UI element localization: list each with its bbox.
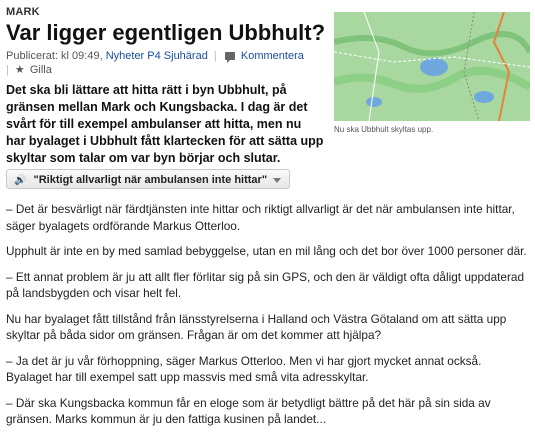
- chevron-down-icon[interactable]: [273, 178, 281, 183]
- image-caption: Nu ska Ubbhult skyltas upp.: [334, 125, 434, 134]
- like-link[interactable]: Gilla: [29, 64, 52, 76]
- source-link[interactable]: Nyheter P4 Sjuhärad: [105, 50, 208, 62]
- published-label: Publicerat:: [6, 50, 58, 62]
- comment-link[interactable]: Kommentera: [240, 50, 304, 62]
- body-paragraph: Nu har byalaget fått tillstånd från länsstyrelserna i Halland och Västra Götaland om att sätta upp skyltar på båda sidor om gränsen. Frågan är om det kommer att hjälpa?: [6, 311, 507, 342]
- article-title: Var ligger egentligen Ubbhult?: [6, 20, 326, 45]
- body-paragraph: – Där ska Kungsbacka kommun får en eloge som är betydligt bättre på det här på sin sida av gränsen. Marks kommun är ju den fattiga kusinen på landet...: [6, 395, 491, 426]
- published-time: kl 09:49: [61, 50, 100, 62]
- body-paragraph: – Det är besvärligt när färdtjänsten inte hittar och riktigt allvarligt är det när ambulansen inte hittar, säger byalagets ordförande Markus Otterloo.: [6, 202, 515, 233]
- article-meta: Publicerat: kl 09:49, Nyheter P4 Sjuhärad | Kommentera | ★ Gilla: [6, 50, 304, 76]
- body-paragraph: Upphult är inte en by med samlad bebyggelse, utan en mil lång och det bor över 1000 personer där.: [6, 244, 527, 258]
- audio-play-button[interactable]: [6, 169, 290, 189]
- body-paragraph: – Ja det är ju vår förhoppning, säger Markus Otterloo. Men vi har gjort mycket annat också. Byalaget har till exempel satt upp massvis med små vita adresskyltar.: [6, 353, 482, 384]
- article-body: [6, 201, 528, 437]
- article-figure: [334, 12, 530, 135]
- audio-label: "Riktigt allvarligt när ambulansen inte hittar": [33, 174, 268, 186]
- section-kicker: MARK: [6, 6, 40, 18]
- body-paragraph: – Ett annat problem är ju att allt fler förlitar sig på sin GPS, och den är väldigt ofta dåligt uppdaterad på landsbygden och visar helt fel.: [6, 269, 525, 300]
- speaker-icon: 🔊: [14, 175, 27, 186]
- comment-icon: [225, 52, 235, 60]
- article-lead: Det ska bli lättare att hitta rätt i byn Ubbhult, på gränsen mellan Mark och Kungsbacka. I dag är det svårt för till exempel ambulanser att hitta, men nu har byalaget i Ubbhult fått klartecken för att sätta upp skyltar som talar om var byn börjar och slutar.: [6, 83, 324, 165]
- star-icon: ★: [14, 64, 25, 76]
- map-image[interactable]: [334, 12, 530, 121]
